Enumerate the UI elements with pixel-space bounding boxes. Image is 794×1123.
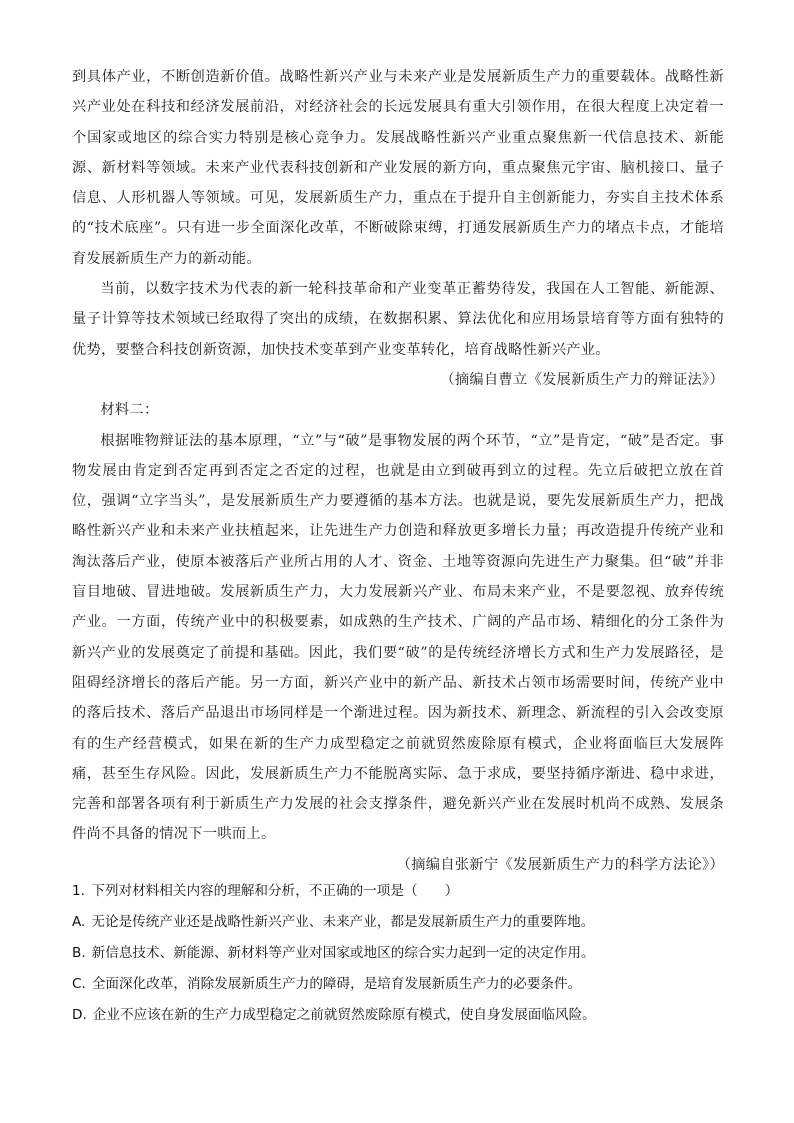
option-letter: D. <box>72 1007 87 1023</box>
option-letter: C. <box>72 976 86 992</box>
option-c <box>72 969 732 1000</box>
option-text: 无论是传统产业还是战略性新兴产业、未来产业，都是发展新质生产力的重要阵地。 <box>91 914 595 930</box>
option-b <box>72 938 732 969</box>
material-two-heading: 材料二： <box>100 402 159 419</box>
option-letter: A. <box>72 914 86 930</box>
material-two-paragraph: 根据唯物辩证法的基本原理，“立”与“破”是事物发展的两个环节，“立”是肯定，“破”是否定。事物发展由肯定到否定再到否定之否定的过程，也就是由立到破再到立的过程。先立后破把立放在首位，强调“立字当头”，是发展新质生产力要遵循的基本方法。也就是说，要先发展新质生产力，把战略性新兴产业和未来产业扶植起来，让先进生产力创造和释放更多增长力量；再改造提升传统产业和淘汰落后产业，使原本被落后产业所占用的人才、资金、土地等资源向先进生产力聚集。但“破”并非盲目地破、冒进地破。发展新质生产力，大力发展新兴产业、布局未来产业，不是要忽视、放弃传统产业。一方面，传统产业中的积极要素，如成熟的生产技术、广阔的产品市场、精细化的分工条件为新兴产业的发展奠定了前提和基础。因此，我们要“破”的是传统经济增长方式和生产力发展路径，是阻碍经济增长的落后产能。另一方面，新兴产业中的新产品、新技术占领市场需要时间，传统产业中的落后技术、落后产品退出市场同样是一个渐进过程。因为新技术、新理念、新流程的引入会改变原有的生产经营模式，如果在新的生产力成型稳定之前就贸然废除原有模式，企业将面临巨大发展阵痛，甚至生存风险。因此，发展新质生产力不能脱离实际、急于求成，要坚持循序渐进、稳中求进，完善和部署各项有利于新质生产力发展的社会支撑条件，避免新兴产业在发展时机尚不成熟、发展条件尚不具备的情况下一哄而上。 <box>72 432 724 843</box>
question-stem-row <box>72 876 732 907</box>
option-letter: B. <box>72 945 86 961</box>
question-1 <box>72 876 732 1031</box>
material-one-paragraph-current: 当前，以数字技术为代表的新一轮科技革命和产业变革正蓄势待发，我国在人工智能、新能源、量子计算等技术领域已经取得了突出的成绩，在数据积累、算法优化和应用场景培育等方面有独特的优势，要整合科技创新资源，加快技术变革到产业变革转化，培育战略性新兴产业。 <box>72 281 724 358</box>
question-number: 1. <box>72 883 85 899</box>
option-d <box>72 1000 732 1031</box>
question-stem: 下列对材料相关内容的理解和分析，不正确的一项是（ ） <box>91 883 459 899</box>
material-two-source: （摘编自张新宁《发展新质生产力的科学方法论》） <box>396 856 724 873</box>
option-text: 企业不应该在新的生产力成型稳定之前就贸然废除原有模式，使自身发展面临风险。 <box>92 1007 596 1023</box>
material-one-source: （摘编自曹立《发展新质生产力的辩证法》） <box>440 371 724 388</box>
option-text: 全面深化改革，消除发展新质生产力的障碍，是培育发展新质生产力的必要条件。 <box>91 976 582 992</box>
option-text: 新信息技术、新能源、新材料等产业对国家或地区的综合实力起到一定的决定作用。 <box>91 945 595 961</box>
reading-passage <box>72 62 724 880</box>
material-one-paragraph-continued: 到具体产业，不断创造新价值。战略性新兴产业与未来产业是发展新质生产力的重要载体。战略性新兴产业处在科技和经济发展前沿，对经济社会的长远发展具有重大引领作用，在很大程度上决定着一个国家或地区的综合实力特别是核心竞争力。发展战略性新兴产业重点聚焦新一代信息技术、新能源、新材料等领域。未来产业代表科技创新和产业发展的新方向，重点聚焦元宇宙、脑机接口、量子信息、人形机器人等领域。可见，发展新质生产力，重点在于提升自主创新能力，夯实自主技术体系的“技术底座”。只有进一步全面深化改革，不断破除束缚，打通发展新质生产力的堵点卡点，才能培育发展新质生产力的新动能。 <box>72 69 724 267</box>
option-a <box>72 907 732 938</box>
